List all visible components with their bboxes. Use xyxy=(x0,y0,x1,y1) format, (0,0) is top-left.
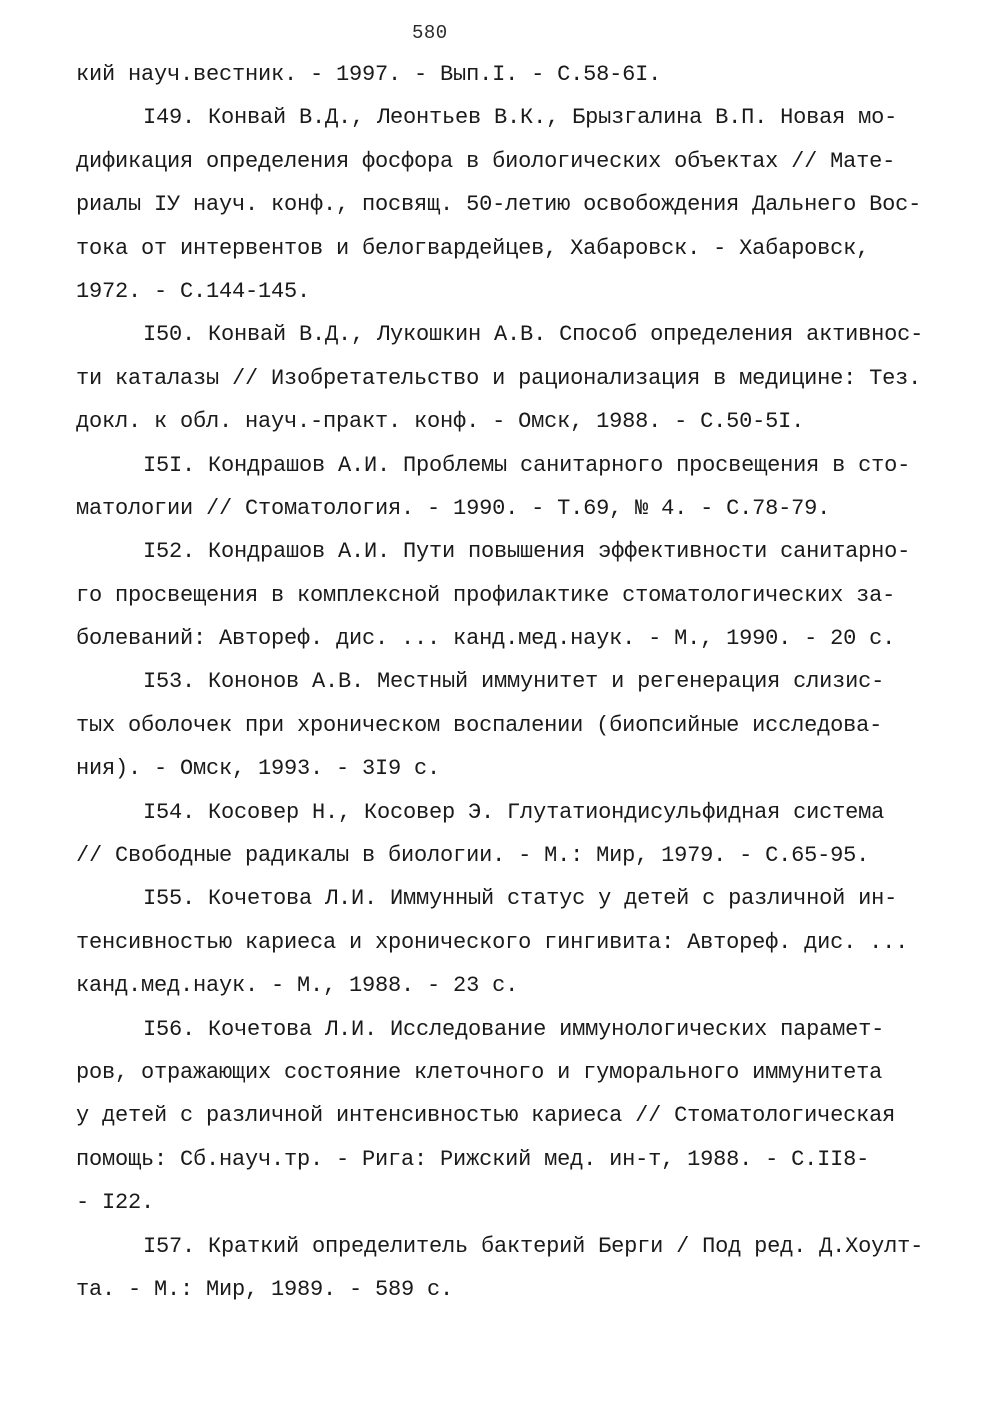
text-line: у детей с различной интенсивностью кариеса // Стоматологическая xyxy=(76,1103,896,1129)
entry-155-line-1: I55. Кочетова Л.И. Иммунный статус у детей с различной ин- xyxy=(143,886,898,912)
text-line: ров, отражающих состояние клеточного и гуморального иммунитета xyxy=(76,1059,883,1085)
text-line: 1972. - С.144-145. xyxy=(76,278,311,304)
text-line: дификация определения фосфора в биологических объектах // Мате- xyxy=(76,148,896,174)
text-line: болеваний: Автореф. дис. ... канд.мед.наук. - М., 1990. - 20 с. xyxy=(76,626,896,652)
text-line: риалы IУ науч. конф., посвящ. 50-летию освобождения Дальнего Вос- xyxy=(76,192,922,218)
text-line: тых оболочек при хроническом воспалении (биопсийные исследова- xyxy=(76,712,883,738)
text-line: докл. к обл. науч.-практ. конф. - Омск, 1988. - С.50-5I. xyxy=(76,409,805,435)
text-line: та. - М.: Мир, 1989. - 589 с. xyxy=(76,1276,454,1302)
text-line: канд.мед.наук. - М., 1988. - 23 с. xyxy=(76,973,519,999)
text-line: тока от интервентов и белогвардейцев, Хабаровск. - Хабаровск, xyxy=(76,235,870,261)
entry-152-line-1: I52. Кондрашов А.И. Пути повышения эффективности санитарно- xyxy=(143,539,911,565)
entry-150-line-1: I50. Конвай В.Д., Лукошкин А.В. Способ определения активнос- xyxy=(143,322,924,348)
bibliography-list xyxy=(0,60,983,1318)
entry-153-line-1: I53. Кононов А.В. Местный иммунитет и регенерация слизис- xyxy=(143,669,885,695)
text-line: тенсивностью кариеса и хронического гингивита: Автореф. дис. ... xyxy=(76,929,909,955)
text-line: матологии // Стоматология. - 1990. - Т.69, № 4. - С.78-79. xyxy=(76,495,831,521)
text-line: помощь: Сб.науч.тр. - Рига: Рижский мед. ин-т, 1988. - С.II8- xyxy=(76,1146,870,1172)
entry-157-line-1: I57. Краткий определитель бактерий Берги / Под ред. Д.Хоулт- xyxy=(143,1233,924,1259)
text-line: го просвещения в комплексной профилактике стоматологических за- xyxy=(76,582,896,608)
entry-149-line-1: I49. Конвай В.Д., Леонтьев В.К., Брызгалина В.П. Новая мо- xyxy=(143,105,898,131)
entry-154-line-1: I54. Косовер Н., Косовер Э. Глутатиондисульфидная система xyxy=(143,799,885,825)
page-number: 580 xyxy=(412,22,448,44)
entry-156-line-1: I56. Кочетова Л.И. Исследование иммунологических парамет- xyxy=(143,1016,885,1042)
text-line: кий науч.вестник. - 1997. - Вып.I. - С.58-6I. xyxy=(76,62,662,87)
text-line: // Свободные радикалы в биологии. - М.: Мир, 1979. - С.65-95. xyxy=(76,843,870,869)
text-line: ти каталазы // Изобретательство и рационализация в медицине: Тез. xyxy=(76,365,922,391)
text-line: - I22. xyxy=(76,1190,155,1216)
entry-151-line-1: I5I. Кондрашов А.И. Проблемы санитарного просвещения в сто- xyxy=(143,452,911,478)
text-line: ния). - Омск, 1993. - 3I9 с. xyxy=(76,756,441,782)
